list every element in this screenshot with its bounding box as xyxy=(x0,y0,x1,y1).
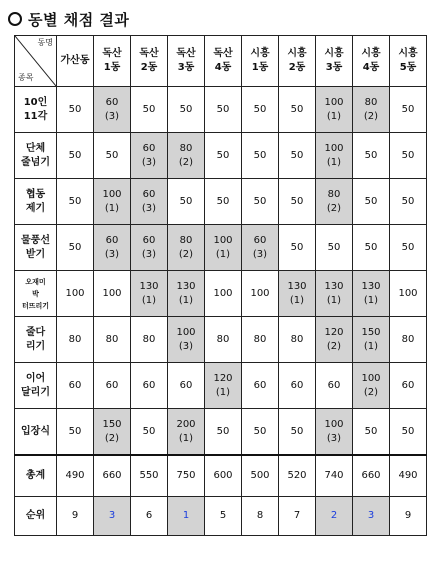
score-cell: 150 (1) xyxy=(353,317,390,363)
corner-header-cell xyxy=(15,36,57,87)
score-cell: 50 xyxy=(242,179,279,225)
total-cell: 600 xyxy=(205,455,242,497)
score-cell: 50 xyxy=(242,409,279,456)
score-cell: 80 xyxy=(94,317,131,363)
table-row xyxy=(15,317,427,363)
score-cell: 100 (3) xyxy=(168,317,205,363)
row-label: 이어 달리기 xyxy=(15,363,57,409)
score-cell: 80 (2) xyxy=(168,133,205,179)
table-row xyxy=(15,179,427,225)
score-cell: 60 (3) xyxy=(131,225,168,271)
score-table xyxy=(14,35,427,536)
rank-cell: 5 xyxy=(205,497,242,536)
score-cell: 50 xyxy=(279,87,316,133)
score-cell: 50 xyxy=(279,179,316,225)
score-cell: 100 xyxy=(57,271,94,317)
total-cell: 740 xyxy=(316,455,353,497)
rank-cell: 6 xyxy=(131,497,168,536)
corner-bottom-label: 종목 xyxy=(18,73,34,82)
score-cell: 50 xyxy=(242,133,279,179)
score-cell: 80 xyxy=(279,317,316,363)
row-label: 줄다 리기 xyxy=(15,317,57,363)
row-label: 협동 제기 xyxy=(15,179,57,225)
score-cell: 60 (3) xyxy=(94,225,131,271)
score-cell: 130 (1) xyxy=(131,271,168,317)
score-cell: 60 xyxy=(279,363,316,409)
score-cell: 80 (2) xyxy=(316,179,353,225)
rank-cell: 3 xyxy=(353,497,390,536)
score-cell: 50 xyxy=(94,133,131,179)
score-cell: 130 (1) xyxy=(316,271,353,317)
rank-cell: 9 xyxy=(390,497,427,536)
score-cell: 60 (3) xyxy=(131,179,168,225)
rank-cell: 1 xyxy=(168,497,205,536)
score-cell: 50 xyxy=(390,133,427,179)
rank-cell: 3 xyxy=(94,497,131,536)
score-cell: 100 (3) xyxy=(316,409,353,456)
score-cell: 50 xyxy=(353,179,390,225)
score-cell: 50 xyxy=(168,87,205,133)
circle-bullet-icon xyxy=(8,12,22,26)
column-header: 시흥 5동 xyxy=(390,36,427,87)
score-cell: 60 xyxy=(242,363,279,409)
score-cell: 80 (2) xyxy=(353,87,390,133)
score-cell: 80 xyxy=(390,317,427,363)
score-cell: 50 xyxy=(390,225,427,271)
rank-cell: 8 xyxy=(242,497,279,536)
column-header: 시흥 4동 xyxy=(353,36,390,87)
score-cell: 120 (1) xyxy=(205,363,242,409)
score-cell: 50 xyxy=(131,409,168,456)
score-cell: 100 (1) xyxy=(316,87,353,133)
score-cell: 100 xyxy=(390,271,427,317)
total-cell: 500 xyxy=(242,455,279,497)
score-cell: 50 xyxy=(279,409,316,456)
score-cell: 100 (1) xyxy=(316,133,353,179)
column-header: 시흥 1동 xyxy=(242,36,279,87)
score-cell: 100 (2) xyxy=(353,363,390,409)
score-cell: 80 (2) xyxy=(168,225,205,271)
score-cell: 60 (3) xyxy=(242,225,279,271)
table-row xyxy=(15,133,427,179)
page-title-area xyxy=(8,7,129,31)
header-row xyxy=(15,36,427,87)
score-cell: 50 xyxy=(57,133,94,179)
score-cell: 150 (2) xyxy=(94,409,131,456)
score-cell: 120 (2) xyxy=(316,317,353,363)
table-row xyxy=(15,87,427,133)
total-cell: 490 xyxy=(57,455,94,497)
column-header: 독산 3동 xyxy=(168,36,205,87)
score-cell: 130 (1) xyxy=(168,271,205,317)
column-header: 시흥 2동 xyxy=(279,36,316,87)
table-row xyxy=(15,225,427,271)
total-cell: 490 xyxy=(390,455,427,497)
score-cell: 60 xyxy=(168,363,205,409)
total-cell: 750 xyxy=(168,455,205,497)
score-cell: 50 xyxy=(390,87,427,133)
total-cell: 550 xyxy=(131,455,168,497)
score-cell: 100 (1) xyxy=(205,225,242,271)
total-row xyxy=(15,455,427,497)
score-cell: 130 (1) xyxy=(353,271,390,317)
score-cell: 50 xyxy=(131,87,168,133)
row-label: 10인 11각 xyxy=(15,87,57,133)
score-cell: 60 (3) xyxy=(131,133,168,179)
score-cell: 50 xyxy=(57,179,94,225)
corner-top-label: 동명 xyxy=(37,38,53,47)
total-cell: 660 xyxy=(94,455,131,497)
score-cell: 80 xyxy=(57,317,94,363)
column-header: 독산 4동 xyxy=(205,36,242,87)
score-cell: 50 xyxy=(205,133,242,179)
rank-label: 순위 xyxy=(15,497,57,536)
column-header: 독산 1동 xyxy=(94,36,131,87)
rank-cell: 7 xyxy=(279,497,316,536)
score-cell: 60 xyxy=(57,363,94,409)
rank-cell: 9 xyxy=(57,497,94,536)
score-cell: 50 xyxy=(205,409,242,456)
score-cell: 50 xyxy=(279,133,316,179)
score-cell: 50 xyxy=(205,179,242,225)
column-header: 독산 2동 xyxy=(131,36,168,87)
score-cell: 50 xyxy=(242,87,279,133)
score-cell: 130 (1) xyxy=(279,271,316,317)
rank-cell: 2 xyxy=(316,497,353,536)
score-cell: 60 xyxy=(390,363,427,409)
score-cell: 100 (1) xyxy=(94,179,131,225)
score-cell: 60 xyxy=(316,363,353,409)
row-label: 오재미 박 터뜨리기 xyxy=(15,271,57,317)
score-cell: 50 xyxy=(353,225,390,271)
score-cell: 60 xyxy=(94,363,131,409)
rank-row xyxy=(15,497,427,536)
score-cell: 100 xyxy=(205,271,242,317)
score-cell: 80 xyxy=(131,317,168,363)
score-cell: 50 xyxy=(353,409,390,456)
score-cell: 50 xyxy=(353,133,390,179)
score-cell: 60 xyxy=(131,363,168,409)
score-cell: 60 (3) xyxy=(94,87,131,133)
score-cell: 50 xyxy=(168,179,205,225)
score-cell: 50 xyxy=(57,87,94,133)
score-cell: 50 xyxy=(57,409,94,456)
score-cell: 50 xyxy=(279,225,316,271)
score-cell: 50 xyxy=(316,225,353,271)
table-row xyxy=(15,363,427,409)
score-cell: 100 xyxy=(242,271,279,317)
row-label: 물풍선 받기 xyxy=(15,225,57,271)
total-cell: 520 xyxy=(279,455,316,497)
table-row xyxy=(15,409,427,456)
score-cell: 200 (1) xyxy=(168,409,205,456)
score-cell: 50 xyxy=(390,179,427,225)
column-header: 시흥 3동 xyxy=(316,36,353,87)
row-label: 입장식 xyxy=(15,409,57,456)
score-cell: 50 xyxy=(57,225,94,271)
total-cell: 660 xyxy=(353,455,390,497)
score-cell: 50 xyxy=(205,87,242,133)
total-label: 총계 xyxy=(15,455,57,497)
row-label: 단체 줄넘기 xyxy=(15,133,57,179)
page-title: 동별 채점 결과 xyxy=(28,10,130,29)
score-cell: 80 xyxy=(205,317,242,363)
score-cell: 100 xyxy=(94,271,131,317)
score-cell: 80 xyxy=(242,317,279,363)
column-header: 가산동 xyxy=(57,36,94,87)
score-cell: 50 xyxy=(390,409,427,456)
table-row xyxy=(15,271,427,317)
